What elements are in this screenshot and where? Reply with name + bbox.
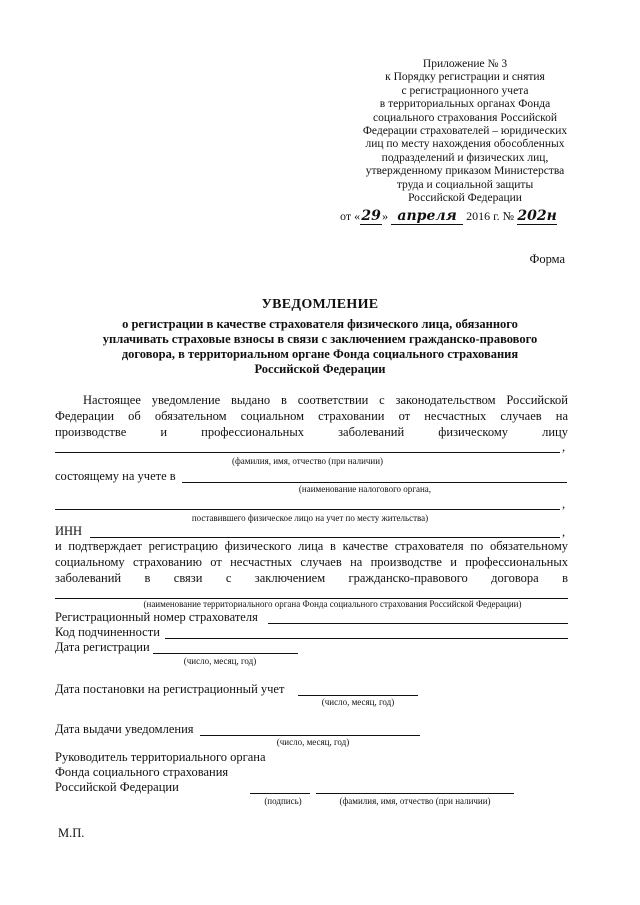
inn-comma: , xyxy=(562,525,566,539)
tax-office-comma: , xyxy=(562,497,566,511)
tax-office-field[interactable] xyxy=(182,482,567,483)
document-subtitle xyxy=(50,317,590,377)
subtitle-line: договора, в территориальном органе Фонда социального страхования xyxy=(121,347,519,361)
issue-date-field[interactable] xyxy=(200,735,420,736)
reg-number-label: Регистрационный номер страхователя xyxy=(55,610,258,624)
fio-comma: , xyxy=(562,440,566,454)
handwritten-month: апреля xyxy=(391,208,463,225)
caption-fss-office: (наименование территориального органа Фонда социального страхования Российской Федерации) xyxy=(143,599,522,609)
inn-field[interactable] xyxy=(90,537,560,538)
caption-fio: (фамилия, имя, отчество (при наличии) xyxy=(231,456,384,466)
head-line: Фонда социального страхования xyxy=(55,765,229,779)
head-line: Руководитель территориального органа xyxy=(55,750,266,764)
reg-number-field[interactable] xyxy=(268,623,568,624)
appendix-line: с регистрационного учета xyxy=(401,84,529,97)
subordination-label: Код подчиненности xyxy=(55,625,160,639)
subordination-field[interactable] xyxy=(165,638,568,639)
subtitle-line: о регистрации в качестве страхователя физического лица, обязанного xyxy=(122,317,518,331)
reg-date-field[interactable] xyxy=(153,653,298,654)
para1-line: Федерации об обязательном социальном страховании от несчастных случаев на xyxy=(55,409,568,423)
stamp-place: М.П. xyxy=(58,826,85,840)
caption-issue-date: (число, месяц, год) xyxy=(276,737,350,747)
para1-line: Настоящее уведомление выдано в соответствии с законодательством Российской xyxy=(83,393,568,407)
appendix-line: к Порядку регистрации и снятия xyxy=(385,71,545,84)
handwritten-day: 29 xyxy=(361,208,381,224)
registered-at-label: состоящему на учете в xyxy=(55,469,176,483)
date-mid: » xyxy=(382,209,389,223)
appendix-line: Российской Федерации xyxy=(408,192,522,205)
accounting-date-label: Дата постановки на регистрационный учет xyxy=(55,682,285,696)
para2-line: заболеваний в связи с заключением гражданско-правового договора в xyxy=(55,571,568,585)
signature-field[interactable] xyxy=(250,793,310,794)
form-label: Форма xyxy=(529,252,565,266)
appendix-line: Приложение № 3 xyxy=(422,58,508,70)
date-year: 2016 г. № xyxy=(466,209,515,223)
para2-line: и подтверждает регистрацию физического лица в качестве страхователя по обязательному xyxy=(55,539,568,553)
head-line: Российской Федерации xyxy=(55,780,179,794)
appendix-header xyxy=(345,58,585,205)
issue-date-label: Дата выдачи уведомления xyxy=(55,722,194,736)
subtitle-line: уплачивать страховые взносы в связи с заключением гражданско-правового xyxy=(102,332,538,346)
appendix-line: подразделений и физических лиц, xyxy=(381,151,549,164)
order-date-line xyxy=(340,208,590,225)
caption-reg-date: (число, месяц, год) xyxy=(183,656,257,666)
appendix-line: утвержденному приказом Министерства xyxy=(365,165,565,178)
accounting-date-field[interactable] xyxy=(298,695,418,696)
handwritten-number: 202н xyxy=(517,208,557,224)
appendix-line: в территориальных органах Фонда xyxy=(379,98,551,111)
para2-line: социальному страхованию от несчастных случаев на производстве и профессиональных xyxy=(55,555,568,569)
tax-office-field-2[interactable] xyxy=(55,509,560,510)
fio-field[interactable] xyxy=(55,452,560,453)
appendix-line: социального страхования Российской xyxy=(372,111,558,124)
date-prefix: от « xyxy=(340,209,361,223)
appendix-line: Федерации страхователей – юридических xyxy=(362,125,568,138)
caption-tax-office-2: поставившего физическое лицо на учет по месту жительства) xyxy=(191,513,429,523)
para1-line: производстве и профессиональных заболеваний физическому лицу xyxy=(55,425,568,439)
reg-date-label: Дата регистрации xyxy=(55,640,150,654)
inn-label: ИНН xyxy=(55,524,83,538)
caption-accounting-date: (число, месяц, год) xyxy=(321,697,395,707)
document-title: УВЕДОМЛЕНИЕ xyxy=(261,297,379,312)
caption-signature: (подпись) xyxy=(264,796,302,806)
subtitle-line: Российской Федерации xyxy=(254,362,386,376)
appendix-line: лиц по месту нахождения обособленных xyxy=(365,138,565,151)
caption-signer-name: (фамилия, имя, отчество (при наличии) xyxy=(339,796,491,806)
caption-tax-office: (наименование налогового органа, xyxy=(298,484,432,494)
appendix-line: труда и социальной защиты xyxy=(396,178,534,191)
signer-name-field[interactable] xyxy=(316,793,514,794)
